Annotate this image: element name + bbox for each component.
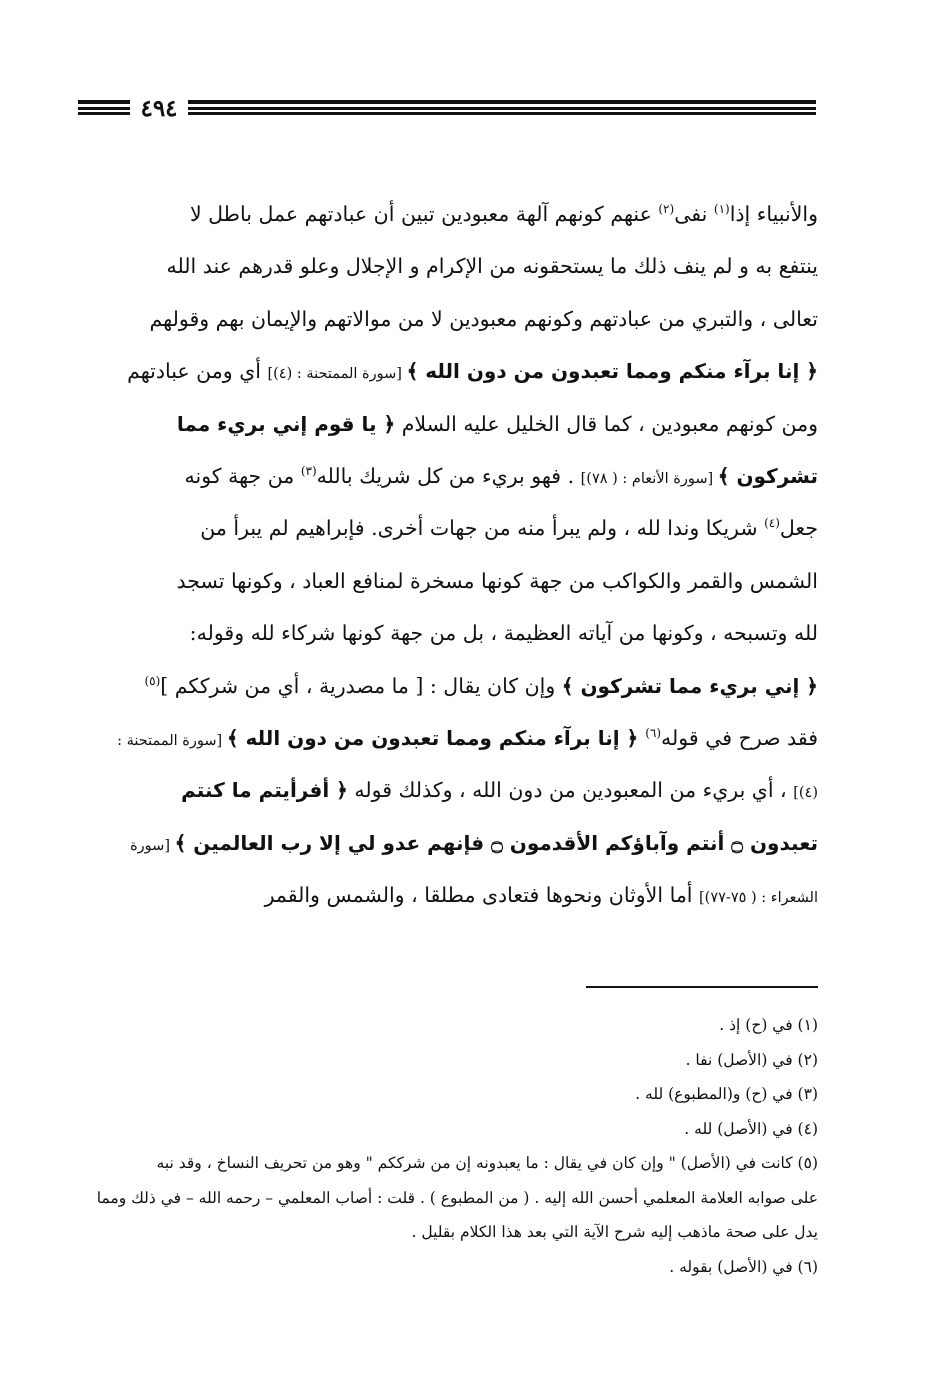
footnote-line: (٦) في (الأصل) بقوله . bbox=[669, 1257, 818, 1276]
footnote-marker: (١) bbox=[713, 202, 730, 217]
text-line bbox=[104, 660, 818, 712]
text-segment: فقد صرح في قوله bbox=[661, 725, 818, 750]
text-line bbox=[104, 345, 818, 397]
text-segment: ومن كونهم معبودين ، كما قال الخليل عليه السلام bbox=[395, 411, 818, 436]
quran-verse: تعبدون ۝ أنتم وآباؤكم الأقدمون ۝ فإنهم عدو لي إلا رب العالمين ﴾ bbox=[174, 830, 818, 855]
footnote-line: على صوابه العلامة المعلمي أحسن الله إليه . ( من المطبوع ) . قلت : أصاب المعلمي – رحمه الله – في ذلك ومما bbox=[96, 1188, 818, 1207]
page-header bbox=[78, 86, 816, 126]
surah-reference: [سورة الأنعام : ( ٧٨)] bbox=[580, 470, 718, 487]
text-line bbox=[104, 240, 818, 292]
quran-verse: تشركون ﴾ bbox=[717, 463, 818, 488]
text-segment: ينتفع به و لم ينف ذلك ما يستحقونه من الإكرام و الإجلال وعلو قدرهم عند الله bbox=[166, 254, 818, 279]
text-line bbox=[104, 502, 818, 554]
footnote-line: (٥) كانت في (الأصل) " وإن كان في يقال : ما يعبدونه إن من شرككم " وهو من تحريف النساخ ، وقد نبه bbox=[156, 1154, 818, 1172]
surah-reference: [سورة الممتحنة : bbox=[117, 732, 227, 749]
text-segment: شريكا وندا لله ، ولم يبرأ منه من جهات أخرى. فإبراهيم لم يبرأ من bbox=[200, 516, 765, 541]
surah-reference: [سورة الممتحنة : (٤)] bbox=[267, 366, 407, 383]
footnote-line: يدل على صحة ماذهب إليه شرح الآية التي بعد هذا الكلام بقليل . bbox=[411, 1223, 818, 1241]
footnote-line: (١) في (ح) إذ . bbox=[719, 1016, 818, 1034]
surah-reference: الشعراء : ( ٧٥-٧٧)] bbox=[699, 890, 818, 907]
footnote-marker: (٤) bbox=[764, 516, 780, 531]
text-line bbox=[104, 869, 818, 921]
text-segment: وإن كان يقال : [ ما مصدرية ، أي من شرككم ] bbox=[160, 673, 562, 698]
text-segment: جعل bbox=[779, 516, 818, 541]
text-segment: الشمس والقمر والكواكب من جهة كونها مسخرة لمنافع العباد ، وكونها تسجد bbox=[176, 568, 818, 593]
text-line bbox=[104, 450, 818, 502]
main-text bbox=[104, 188, 818, 921]
text-segment: أي ومن عبادتهم bbox=[127, 359, 268, 384]
footnote-line: (٢) في (الأصل) نفا . bbox=[685, 1050, 818, 1069]
surah-reference: [سورة bbox=[130, 837, 175, 854]
text-segment: . فهو بريء من كل شريك بالله bbox=[316, 463, 581, 488]
surah-reference: (٤)] bbox=[793, 785, 818, 802]
footnote-line: (٣) في (ح) و(المطبوع) لله . bbox=[635, 1085, 818, 1103]
text-line bbox=[104, 293, 818, 345]
page-number: ٤٩٤ bbox=[140, 95, 178, 122]
text-line bbox=[104, 188, 818, 240]
text-segment: والأنبياء إذا bbox=[729, 202, 818, 226]
footnote-marker: (٦) bbox=[645, 726, 662, 741]
text-line bbox=[104, 607, 818, 659]
text-segment: عنهم كونهم آلهة معبودين تبين أن عبادتهم عمل باطل لا bbox=[189, 202, 659, 226]
text-segment: نفى bbox=[674, 202, 714, 226]
text-segment: من جهة كونه bbox=[184, 463, 301, 488]
text-segment: أما الأوثان ونحوها فتعادى مطلقا ، والشمس والقمر bbox=[264, 883, 700, 908]
text-line bbox=[104, 398, 818, 450]
footnote-marker: (٥) bbox=[144, 673, 161, 688]
text-line bbox=[104, 764, 818, 816]
footnote-marker: (٣) bbox=[300, 464, 317, 479]
text-line bbox=[104, 817, 818, 869]
footnote-line: (٤) في (الأصل) لله . bbox=[684, 1119, 818, 1138]
text-segment: ، أي بريء من المعبودين من دون الله ، وكذلك قوله bbox=[347, 778, 794, 803]
quran-verse: ﴿ أفرأيتم ما كنتم bbox=[181, 778, 348, 803]
footnote-divider bbox=[586, 986, 818, 988]
footnote-marker: (٢) bbox=[658, 202, 675, 217]
quran-verse: ﴿ يا قوم إني بريء مما bbox=[176, 411, 396, 436]
text-line bbox=[104, 555, 818, 607]
text-line bbox=[104, 712, 818, 764]
header-rule-left bbox=[78, 100, 130, 116]
header-rule-right bbox=[188, 100, 816, 116]
text-segment: لله وتسبحه ، وكونها من آياته العظيمة ، بل من جهة كونها شركاء لله وقوله: bbox=[189, 621, 818, 646]
footnotes bbox=[96, 1008, 818, 1284]
text-segment: تعالى ، والتبري من عبادتهم وكونهم معبودين لا من موالاتهم والإيمان بهم وقولهم bbox=[149, 306, 818, 331]
quran-verse: ﴿ إنا برآء منكم ومما تعبدون من دون الله ﴾ bbox=[226, 725, 646, 750]
quran-verse: ﴿ إنا برآء منكم ومما تعبدون من دون الله ﴾ bbox=[406, 359, 818, 384]
quran-verse: ﴿ إني بريء مما تشركون ﴾ bbox=[561, 673, 818, 698]
